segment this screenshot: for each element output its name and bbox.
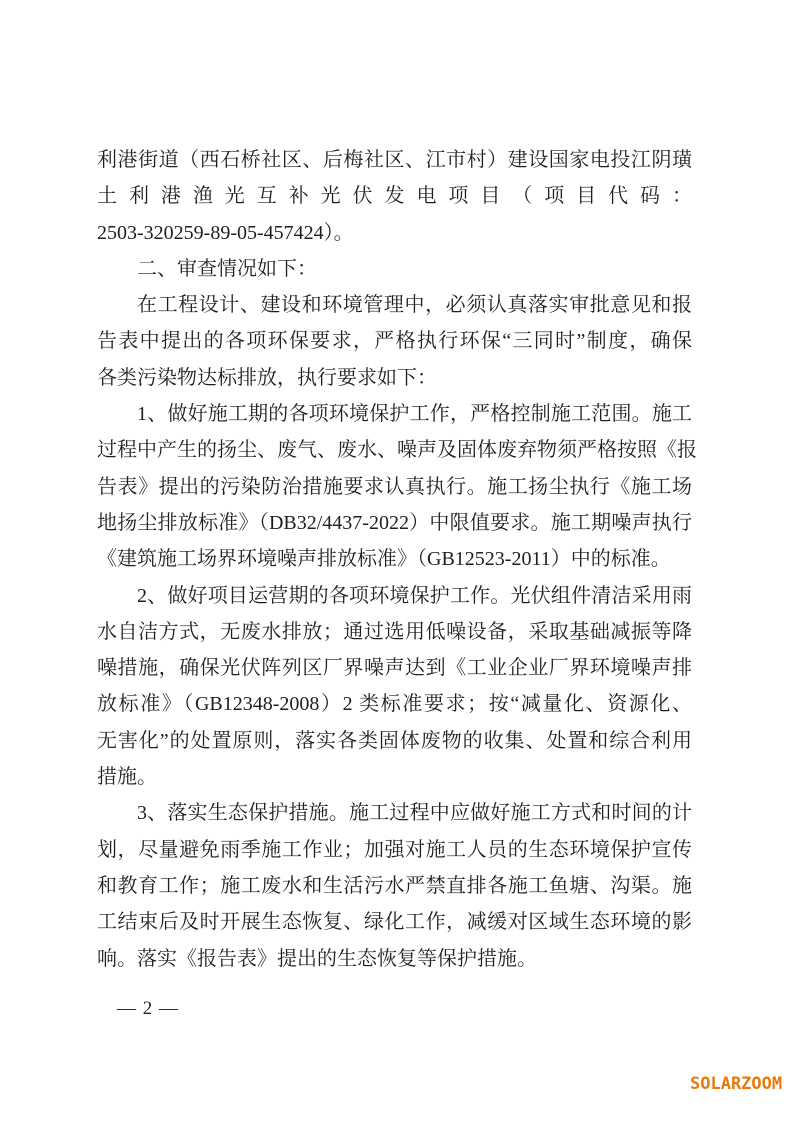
document-line: 《建筑施工场界环境噪声排放标准》（GB12523-2011）中的标准。	[97, 548, 671, 571]
document-line: 无害化”的处置原则，落实各类固体废物的收集、处置和综合利用	[97, 729, 692, 752]
document-body-text	[97, 142, 697, 977]
document-line: 利港街道（西石桥社区、后梅社区、江市村）建设国家电投江阴璜	[97, 149, 692, 171]
document-line: 告表中提出的各项环保要求，严格执行环保“三同时”制度，确保	[97, 330, 692, 353]
paragraph-review-heading	[97, 251, 692, 287]
paragraph-project-intro	[97, 142, 692, 251]
document-line: 水自洁方式，无废水排放；通过选用低噪设备，采取基础减振等降	[97, 620, 692, 643]
document-line: 土利港渔光互补光伏发电项目（项目代码：	[97, 185, 692, 208]
page-number: — 2 —	[117, 998, 179, 1019]
document-line: 和教育工作；施工废水和生活污水严禁直排各施工鱼塘、沟渠。施	[97, 874, 692, 897]
paragraph-item-3-ecology	[97, 795, 692, 976]
document-line: 噪措施，确保光伏阵列区厂界噪声达到《工业企业厂界环境噪声排	[97, 657, 692, 680]
document-line: 划，尽量避免雨季施工作业；加强对施工人员的生态环境保护宣传	[97, 838, 692, 861]
document-line: 过程中产生的扬尘、废气、废水、噪声及固体废弃物须严格按照《报	[97, 439, 697, 462]
document-line: 告表》提出的污染防治措施要求认真执行。施工扬尘执行《施工场	[97, 475, 692, 498]
paragraph-item-1-construction	[97, 396, 697, 577]
solarzoom-watermark: SOLARZOOM	[690, 1074, 783, 1094]
document-line: 在工程设计、建设和环境管理中，必须认真落实审批意见和报	[137, 294, 692, 317]
document-line: 1、做好施工期的各项环境保护工作，严格控制施工范围。施工	[137, 403, 692, 426]
document-line: 2503-320259-89-05-457424）。	[97, 221, 354, 244]
document-line: 3、落实生态保护措施。施工过程中应做好施工方式和时间的计	[137, 802, 692, 825]
paragraph-general-requirements	[97, 287, 692, 396]
document-line: 措施。	[97, 766, 157, 789]
document-line: 二、审查情况如下：	[137, 257, 317, 280]
document-line: 响。落实《报告表》提出的生态恢复等保护措施。	[97, 947, 537, 970]
document-line: 工结束后及时开展生态恢复、绿化工作，减缓对区域生态环境的影	[97, 911, 692, 934]
document-line: 各类污染物达标排放，执行要求如下：	[97, 366, 437, 389]
document-line: 2、做好项目运营期的各项环境保护工作。光伏组件清洁采用雨	[137, 584, 692, 607]
paragraph-item-2-operation	[97, 578, 692, 796]
document-line: 放标准》（GB12348-2008）2 类标准要求；按“减量化、资源化、	[97, 693, 692, 716]
document-line: 地扬尘排放标准》（DB32/4437-2022）中限值要求。施工期噪声执行	[97, 511, 692, 534]
